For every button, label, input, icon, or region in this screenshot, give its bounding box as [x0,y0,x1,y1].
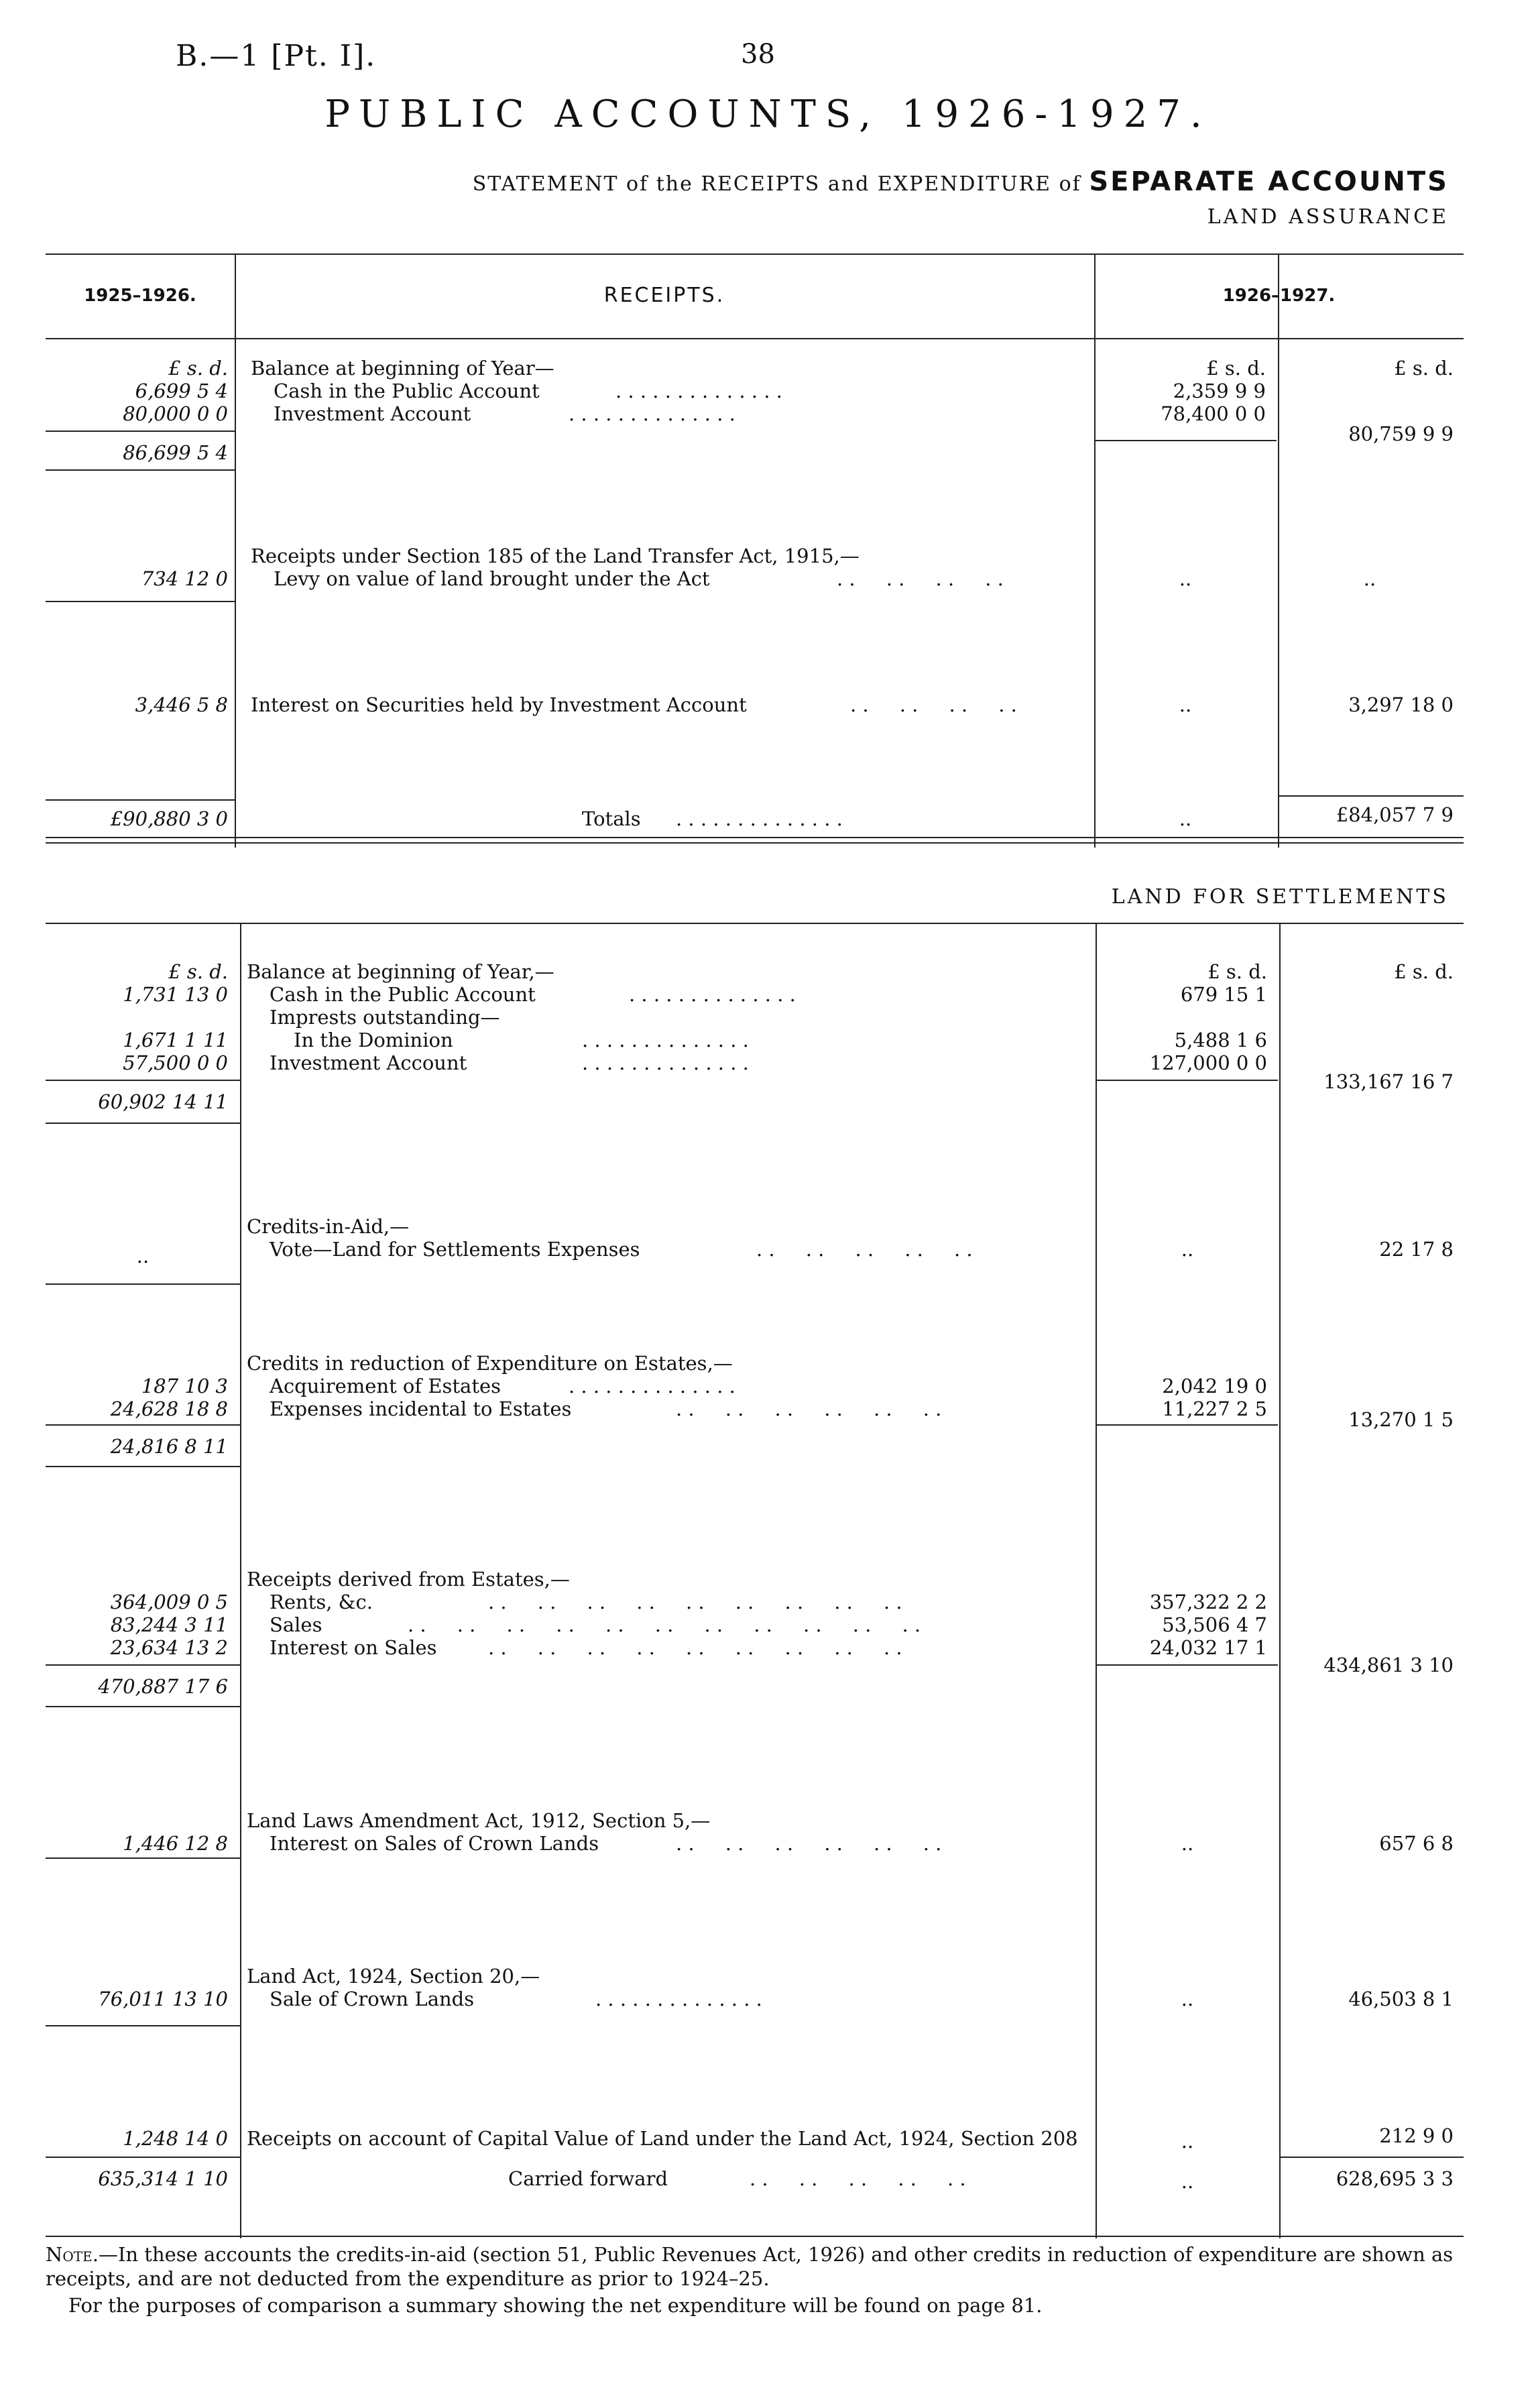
vote-detail: .. [1181,1238,1194,1261]
dot-leader: . . . . . . . . . . . . . . . . . . [488,1636,902,1659]
vote-label: Vote—Land for Settlements Expenses [270,1238,640,1261]
expenses-incidental-label: Expenses incidental to Estates [270,1397,572,1420]
dot-leader: . . . . . . . . . . . . . . . . . . [488,1591,902,1613]
balance-subtotal-prev: 86,699 5 4 [123,441,228,464]
land-laws-amendment-detail: .. [1181,1832,1194,1855]
totals-detail: .. [1179,807,1192,830]
currency-heading-detail: £ s. d. [1206,357,1266,380]
dot-leader: . . . . . . . . [850,693,1017,716]
totals-total: £84,057 7 9 [1336,803,1454,826]
interest-label: Interest on Securities held by Investment Account [251,693,747,716]
currency-heading-total: £ s. d. [1394,960,1454,983]
credits-reduction-subtotal-prev: 24,816 8 11 [110,1435,228,1458]
levy-prev: 734 12 0 [141,567,228,590]
land-act-section20-label: Land Act, 1924, Section 20,— [247,1965,540,1988]
interest-total: 3,297 18 0 [1348,693,1454,716]
cash-curr: 679 15 1 [1180,983,1267,1006]
dot-leader: . . . . . . . . . . [756,1238,973,1261]
balance-label: Balance at beginning of Year— [251,357,554,380]
acquirement-prev: 187 10 3 [141,1375,228,1397]
dominion-label: In the Dominion [294,1029,453,1051]
capital-value-prev: 1,248 14 0 [123,2127,228,2150]
investment-label: Investment Account [274,402,471,425]
land-laws-amendment-label: Land Laws Amendment Act, 1912, Section 5,— [247,1809,711,1832]
dot-leader: . . . . . . . . [837,567,1004,590]
balance-label: Balance at beginning of Year,— [247,960,554,983]
interest-crown-lands-label: Interest on Sales of Crown Lands [270,1832,599,1855]
investment-label: Investment Account [270,1051,467,1074]
dot-leader: . . . . . . . . . . . . . . [595,1988,762,2010]
footnote [46,2242,1487,2291]
dot-leader: . . . . . . . . . . [750,2167,966,2190]
dot-leader: . . . . . . . . . . . . . . . . . . . . . . [408,1613,921,1636]
investment-curr: 127,000 0 0 [1149,1051,1267,1074]
expenses-incidental-prev: 24,628 18 8 [110,1397,228,1420]
footnote-lead: Note. [46,2243,99,2266]
interest-prev: 3,446 5 8 [135,693,228,716]
dominion-prev: 1,671 1 11 [123,1029,228,1051]
currency-heading-detail: £ s. d. [1207,960,1267,983]
page-number: 38 [741,39,775,70]
dot-leader: . . . . . . . . . . . . . . [582,1029,749,1051]
credits-reduction-total: 13,270 1 5 [1348,1408,1454,1431]
acquirement-curr: 2,042 19 0 [1162,1375,1267,1397]
balance-total: 133,167 16 7 [1323,1070,1454,1093]
dot-leader: . . . . . . . . . . . . . . [615,380,782,402]
levy-total: .. [1363,567,1376,590]
currency-heading-prev: £ s. d. [168,960,228,983]
credits-reduction-label: Credits in reduction of Expenditure on Estates,— [247,1352,733,1375]
cash-curr: 2,359 9 9 [1173,380,1266,402]
vote-total: 22 17 8 [1379,1238,1454,1261]
cash-prev: 1,731 13 0 [123,983,228,1006]
dot-leader: . . . . . . . . . . . . . . [629,983,796,1006]
footnote-comparison: For the purposes of comparison a summary showing the net expenditure will be found on page 81. [68,2294,1043,2317]
rents-label: Rents, &c. [270,1591,373,1613]
rents-curr: 357,322 2 2 [1149,1591,1267,1613]
statement-bold: SEPARATE ACCOUNTS [1089,166,1449,197]
sales-prev: 83,244 3 11 [110,1613,228,1636]
rents-prev: 364,009 0 5 [110,1591,228,1613]
receipts-estates-label: Receipts derived from Estates,— [247,1568,570,1591]
interest-detail: .. [1179,693,1192,716]
dominion-curr: 5,488 1 6 [1174,1029,1267,1051]
imprests-label: Imprests outstanding— [270,1006,500,1029]
vote-prev: .. [136,1245,150,1267]
receipts-estates-total: 434,861 3 10 [1323,1654,1454,1676]
statement-heading [473,166,1449,197]
totals-label: Totals [582,807,641,830]
dot-leader: . . . . . . . . . . . . [676,1832,942,1855]
statement-prefix: STATEMENT of the RECEIPTS and EXPENDITURE of [472,172,1081,196]
footnote-text: —In these accounts the credits-in-aid (section 51, Public Revenues Act, 1926) and other credits in reduction of expenditure are shown as receipts, and are not deducted from the expenditure as prior to 1924–25. [46,2243,1454,2290]
dot-leader: . . . . . . . . . . . . . . [569,402,735,425]
currency-heading-prev: £ s. d. [168,357,228,380]
land-assurance-table [46,253,1464,848]
capital-value-detail: .. [1181,2130,1194,2153]
totals-prev: £90,880 3 0 [110,807,228,830]
interest-on-sales-label: Interest on Sales [270,1636,437,1659]
capital-value-total: 212 9 0 [1379,2124,1454,2147]
credits-in-aid-label: Credits-in-Aid,— [247,1215,410,1238]
interest-on-sales-curr: 24,032 17 1 [1149,1636,1267,1659]
col-header-receipts: RECEIPTS. [603,284,725,307]
col-header-curr-year: 1926–1927. [1222,286,1336,306]
document-reference: B.—1 [Pt. I]. [176,39,377,73]
land-laws-amendment-prev: 1,446 12 8 [123,1832,228,1855]
investment-prev: 80,000 0 0 [123,402,228,425]
sales-curr: 53,506 4 7 [1162,1613,1267,1636]
currency-heading-total: £ s. d. [1394,357,1454,380]
investment-prev: 57,500 0 0 [123,1051,228,1074]
cash-prev: 6,699 5 4 [135,380,228,402]
receipts-estates-subtotal-prev: 470,887 17 6 [98,1675,228,1698]
balance-total: 80,759 9 9 [1348,422,1454,445]
cash-label: Cash in the Public Account [270,983,536,1006]
land-for-settlements-table [46,923,1464,2238]
sales-label: Sales [270,1613,322,1636]
land-act-section20-total: 46,503 8 1 [1348,1988,1454,2010]
land-act-section20-prev: 76,011 13 10 [98,1988,228,2010]
dot-leader: . . . . . . . . . . . . . . [582,1051,749,1074]
carried-forward-prev: 635,314 1 10 [98,2167,228,2190]
col-header-prev-year: 1925–1926. [84,286,196,306]
investment-curr: 78,400 0 0 [1161,402,1266,425]
land-laws-amendment-total: 657 6 8 [1379,1832,1454,1855]
interest-on-sales-prev: 23,634 13 2 [110,1636,228,1659]
dot-leader: . . . . . . . . . . . . [676,1397,942,1420]
dot-leader: . . . . . . . . . . . . . . [676,807,843,830]
levy-label: Levy on value of land brought under the Act [274,567,710,590]
page-title: PUBLIC ACCOUNTS, 1926-1927. [324,93,1212,136]
capital-value-label: Receipts on account of Capital Value of Land under the Land Act, 1924, Section 208 [247,2127,1078,2150]
s185-label: Receipts under Section 185 of the Land Transfer Act, 1915,— [251,544,860,567]
balance-subtotal-prev: 60,902 14 11 [98,1090,228,1113]
dot-leader: . . . . . . . . . . . . . . [569,1375,735,1397]
cash-label: Cash in the Public Account [274,380,540,402]
levy-detail: .. [1179,567,1192,590]
land-act-section20-detail: .. [1181,1988,1194,2010]
carried-forward-detail: .. [1181,2170,1194,2193]
expenses-incidental-curr: 11,227 2 5 [1162,1397,1267,1420]
sale-crown-lands-label: Sale of Crown Lands [270,1988,475,2010]
section-title-land-for-settlements: LAND FOR SETTLEMENTS [1111,885,1449,909]
carried-forward-label: Carried forward [508,2167,668,2190]
section-title-land-assurance: LAND ASSURANCE [1207,205,1449,229]
carried-forward-total: 628,695 3 3 [1336,2167,1454,2190]
acquirement-label: Acquirement of Estates [270,1375,501,1397]
